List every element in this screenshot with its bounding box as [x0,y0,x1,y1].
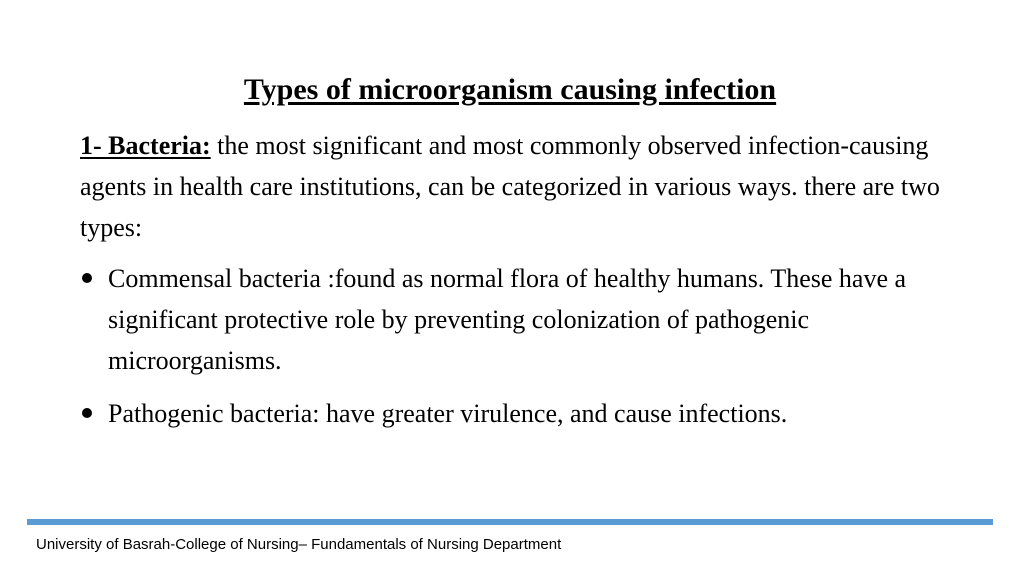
footer-text: University of Basrah-College of Nursing– Fundamentals of Nursing Department [36,536,562,553]
bullet-item-pathogenic [80,393,980,434]
bullet-item-commensal [80,258,980,381]
intro-text: the most significant and most commonly observed infection-causing agents in health care institutions, can be categorized in various ways. there are two types: [80,131,940,242]
slide-title: Types of microorganism causing infection [243,73,777,106]
bullet-text: Pathogenic bacteria: have greater virulence, and cause infections. [108,399,788,428]
bullet-text: Commensal bacteria :found as normal flora of healthy humans. These have a significant protective role by preventing colonization of pathogenic microorganisms. [108,264,907,375]
bullet-dot-icon [82,408,92,418]
footer-divider [27,519,993,525]
intro-term: 1- Bacteria: [80,131,211,160]
intro-paragraph [80,125,980,248]
bullet-list [80,258,980,446]
bullet-dot-icon [82,273,92,283]
